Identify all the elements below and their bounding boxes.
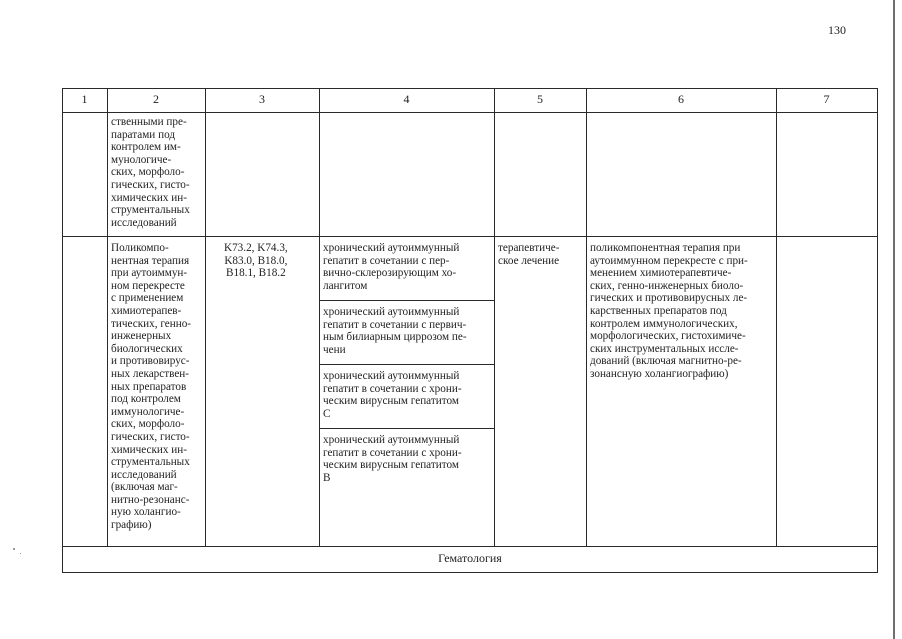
column-divider [494,88,495,546]
subrow-divider [319,364,494,365]
treatment-type-cell: терапевтиче- ское лечение [498,242,560,267]
table-bottom-border [62,572,878,573]
diagnosis-cell-1: хронический аутоиммунный гепатит в сочетании с пер- вично-склерозирующим хо- лангитом [323,242,460,292]
diagnosis-cell-2: хронический аутоиммунный гепатит в сочетании с первич- ным билиарным циррозом пе- чени [323,306,467,356]
scan-speck [20,553,21,554]
section-heading: Гематология [438,551,502,565]
header-col-4: 4 [403,92,410,106]
row-divider [62,236,878,237]
subrow-divider [319,428,494,429]
header-col-3: 3 [259,92,265,106]
row-divider [62,546,878,547]
table-top-border [62,88,878,89]
page-number: 130 [828,23,846,37]
column-divider [586,88,587,546]
header-bottom-border [62,112,878,113]
diagnosis-cell-3: хронический аутоиммунный гепатит в сочетании с хрони- ческим вирусным гепатитом C [323,370,462,420]
diagnosis-cell-4: хронический аутоиммунный гепатит в сочетании с хрони- ческим вирусным гепатитом B [323,434,462,484]
header-col-2: 2 [153,92,159,106]
column-divider [776,88,777,546]
header-col-5: 5 [537,92,543,106]
column-divider [205,88,206,546]
column-divider [319,88,320,546]
header-col-6: 6 [678,92,684,106]
header-col-1: 1 [81,92,88,106]
table-left-border [62,88,63,573]
scan-speck [13,548,15,550]
table-right-border [877,88,878,573]
scan-edge-shadow [893,0,895,639]
column-divider [107,88,108,546]
method-description-cell: Поликомпо- нентная терапия при аутоиммун- ном перекресте с применением химиотерапев- тических, генно- инженерных биологических и противовирус- ных лекарствен- ных препаратов под контролем иммунологиче- ских, морфоло- гических, гисто- химических ин- струментальных исследований (включая маг- нитно-резонанс- ную холангио- графию) [111,242,192,532]
icd-codes-cell: K73.2, K74.3, K83.0, B18.0, B18.1, B18.2 [224,242,288,280]
treatment-method-cell: поликомпонентная терапия при аутоиммунном перекресте с при- менением химиотерапевтиче- ских, генно-инженерных биоло- гических и противовирусных ле- карственных препаратов под контролем иммунологических, морфологических, гистохимиче- ских инструментальных иссле- дований (включая магнитно-ре- зонансную холангиографию) [590,242,748,380]
continued-cell-col2: ственными пре- паратами под контролем им- мунологиче- ских, морфоло- гических, гисто- химических ин- струментальных исследований [111,116,190,229]
subrow-divider [319,300,494,301]
header-col-7: 7 [823,92,830,106]
